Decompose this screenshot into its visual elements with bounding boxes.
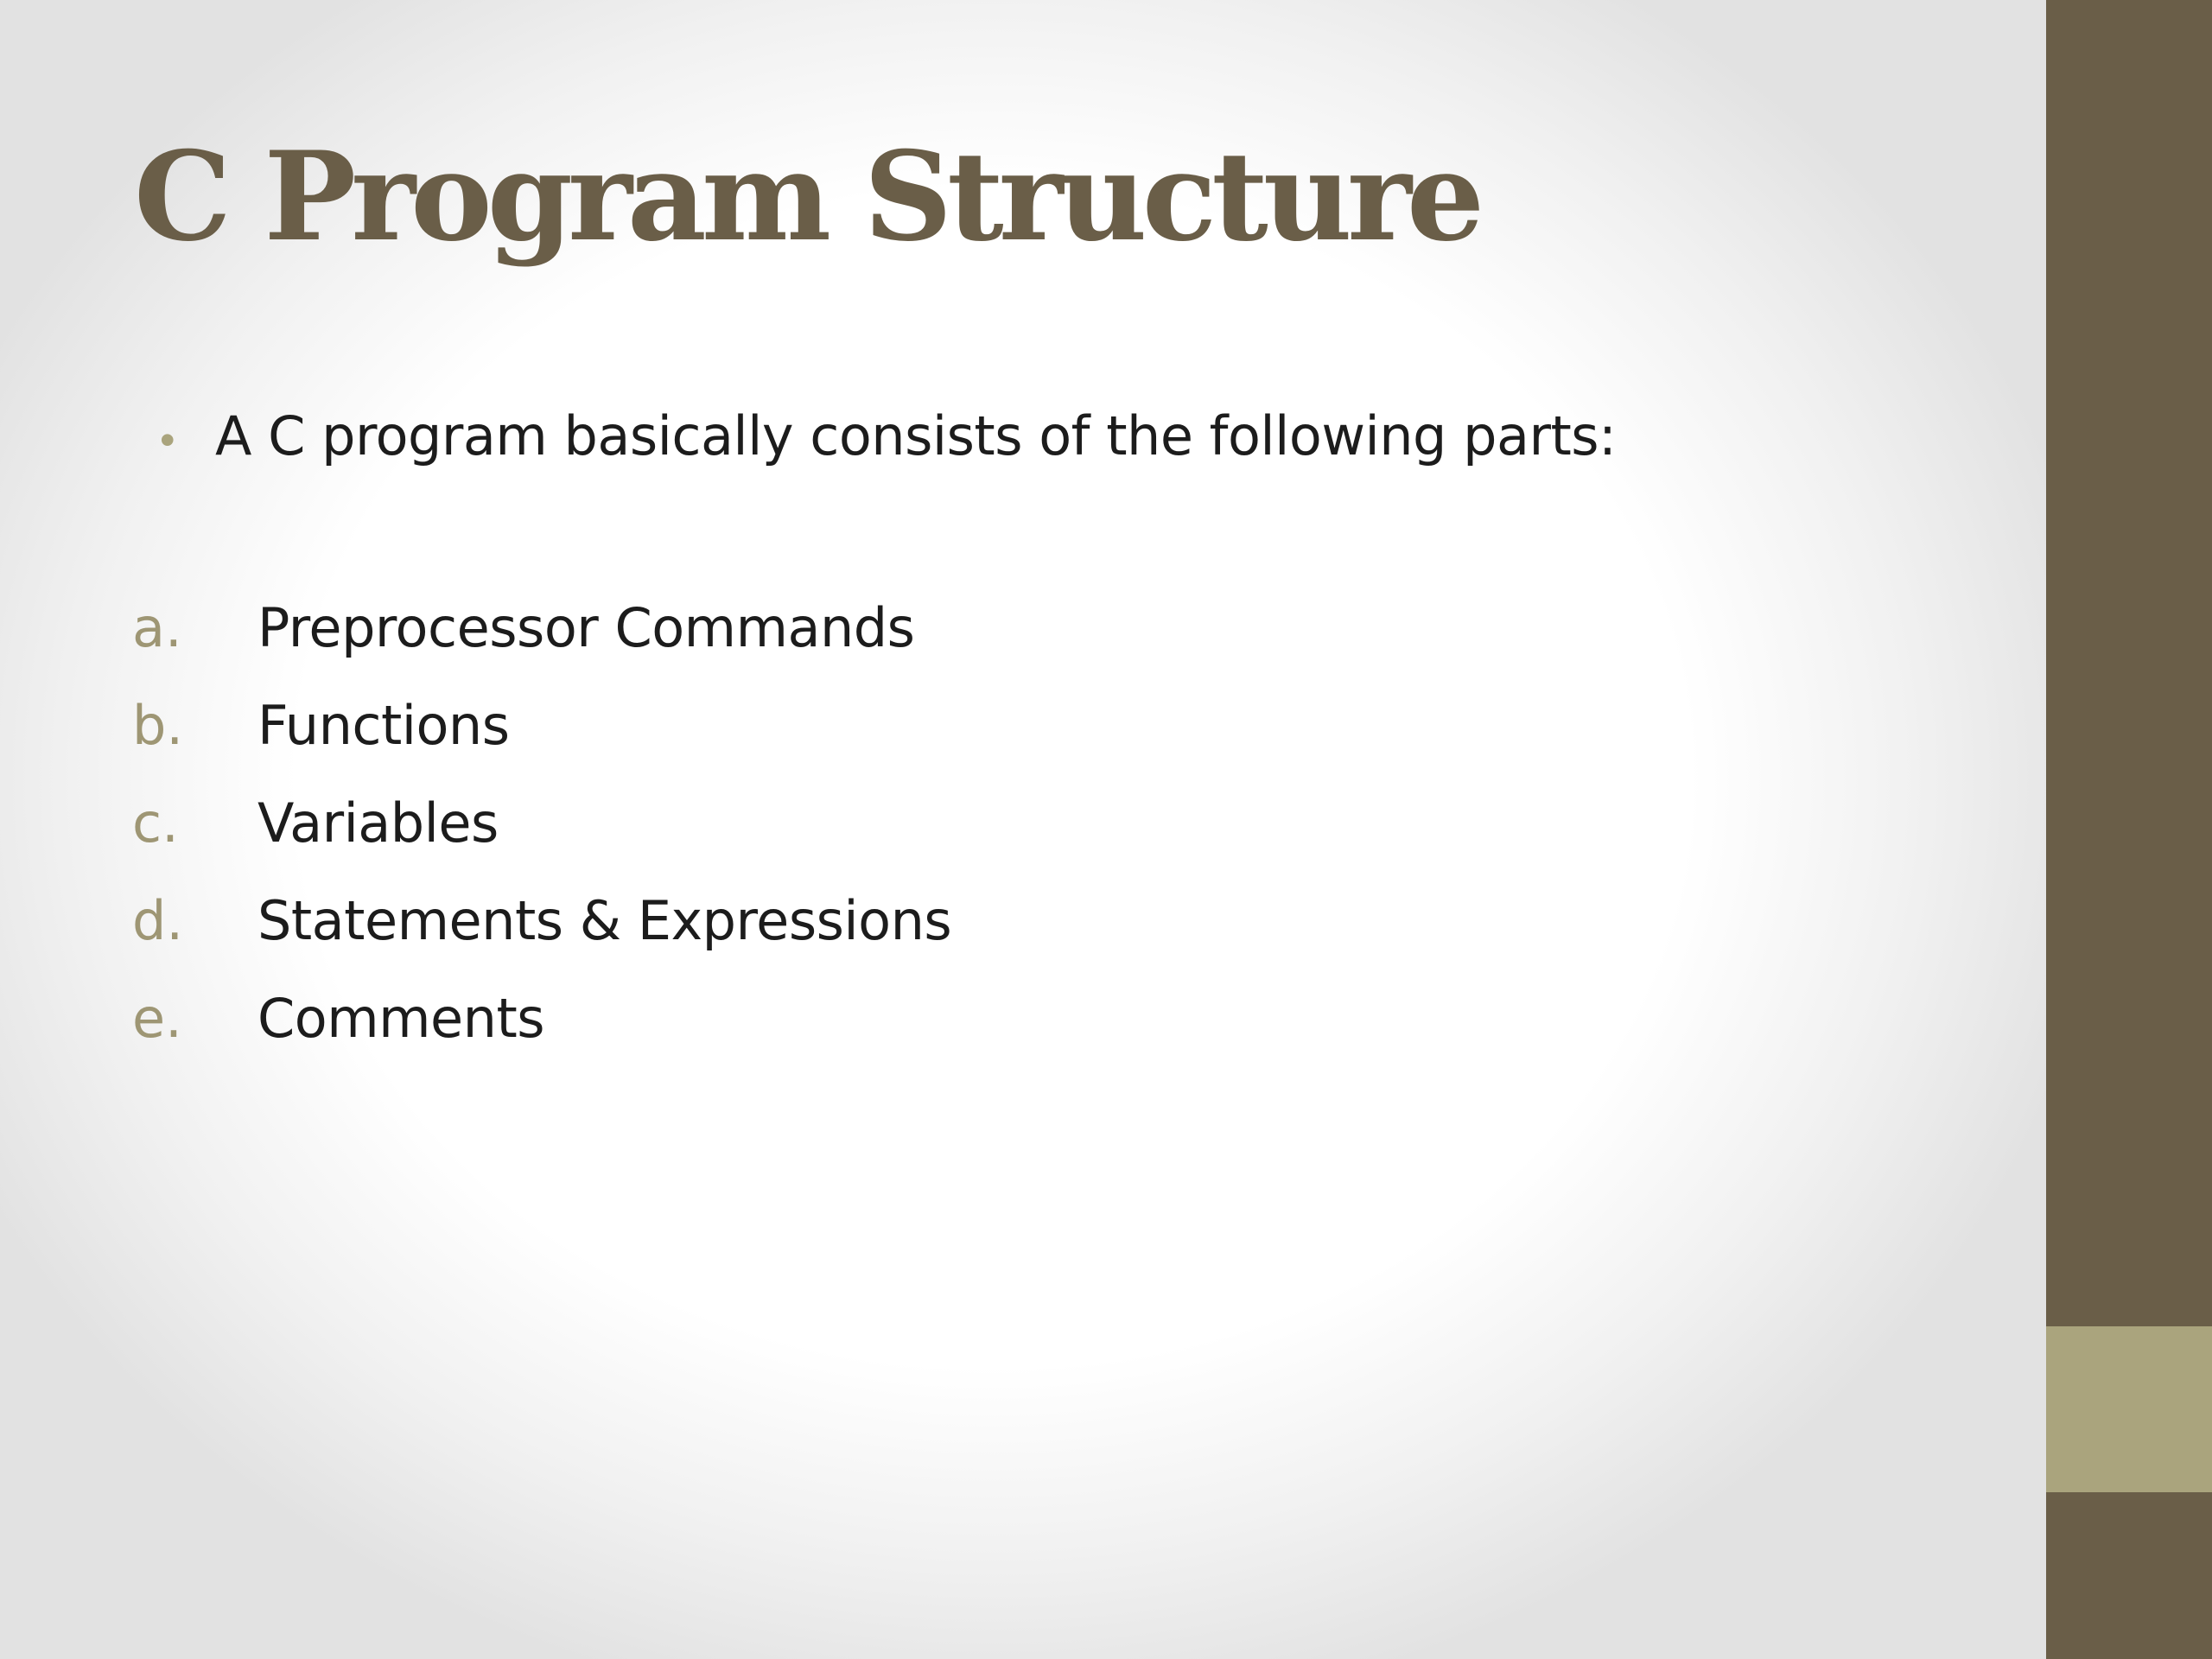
list-item-label: Comments — [257, 987, 545, 1050]
bullet-marker: • — [160, 416, 175, 464]
list-item — [132, 791, 951, 889]
list-item-label: Preprocessor Commands — [257, 596, 915, 659]
slide-title: C Program Structure — [134, 125, 1480, 269]
list-item-letter: d. — [132, 889, 184, 952]
intro-text: A C program basically consists of the following parts: — [215, 404, 1617, 467]
list-item — [132, 889, 951, 987]
parts-list — [132, 596, 951, 1084]
list-item-letter: a. — [132, 596, 182, 659]
list-item — [132, 596, 951, 694]
list-item-label: Variables — [257, 791, 499, 855]
list-item — [132, 694, 951, 791]
intro-bullet — [160, 404, 1616, 467]
list-item-label: Statements & Expressions — [257, 889, 952, 952]
decorative-side-accent — [2046, 1326, 2212, 1492]
list-item-letter: e. — [132, 987, 182, 1050]
list-item — [132, 987, 951, 1084]
list-item-letter: b. — [132, 694, 184, 757]
list-item-letter: c. — [132, 791, 179, 855]
list-item-label: Functions — [257, 694, 510, 757]
